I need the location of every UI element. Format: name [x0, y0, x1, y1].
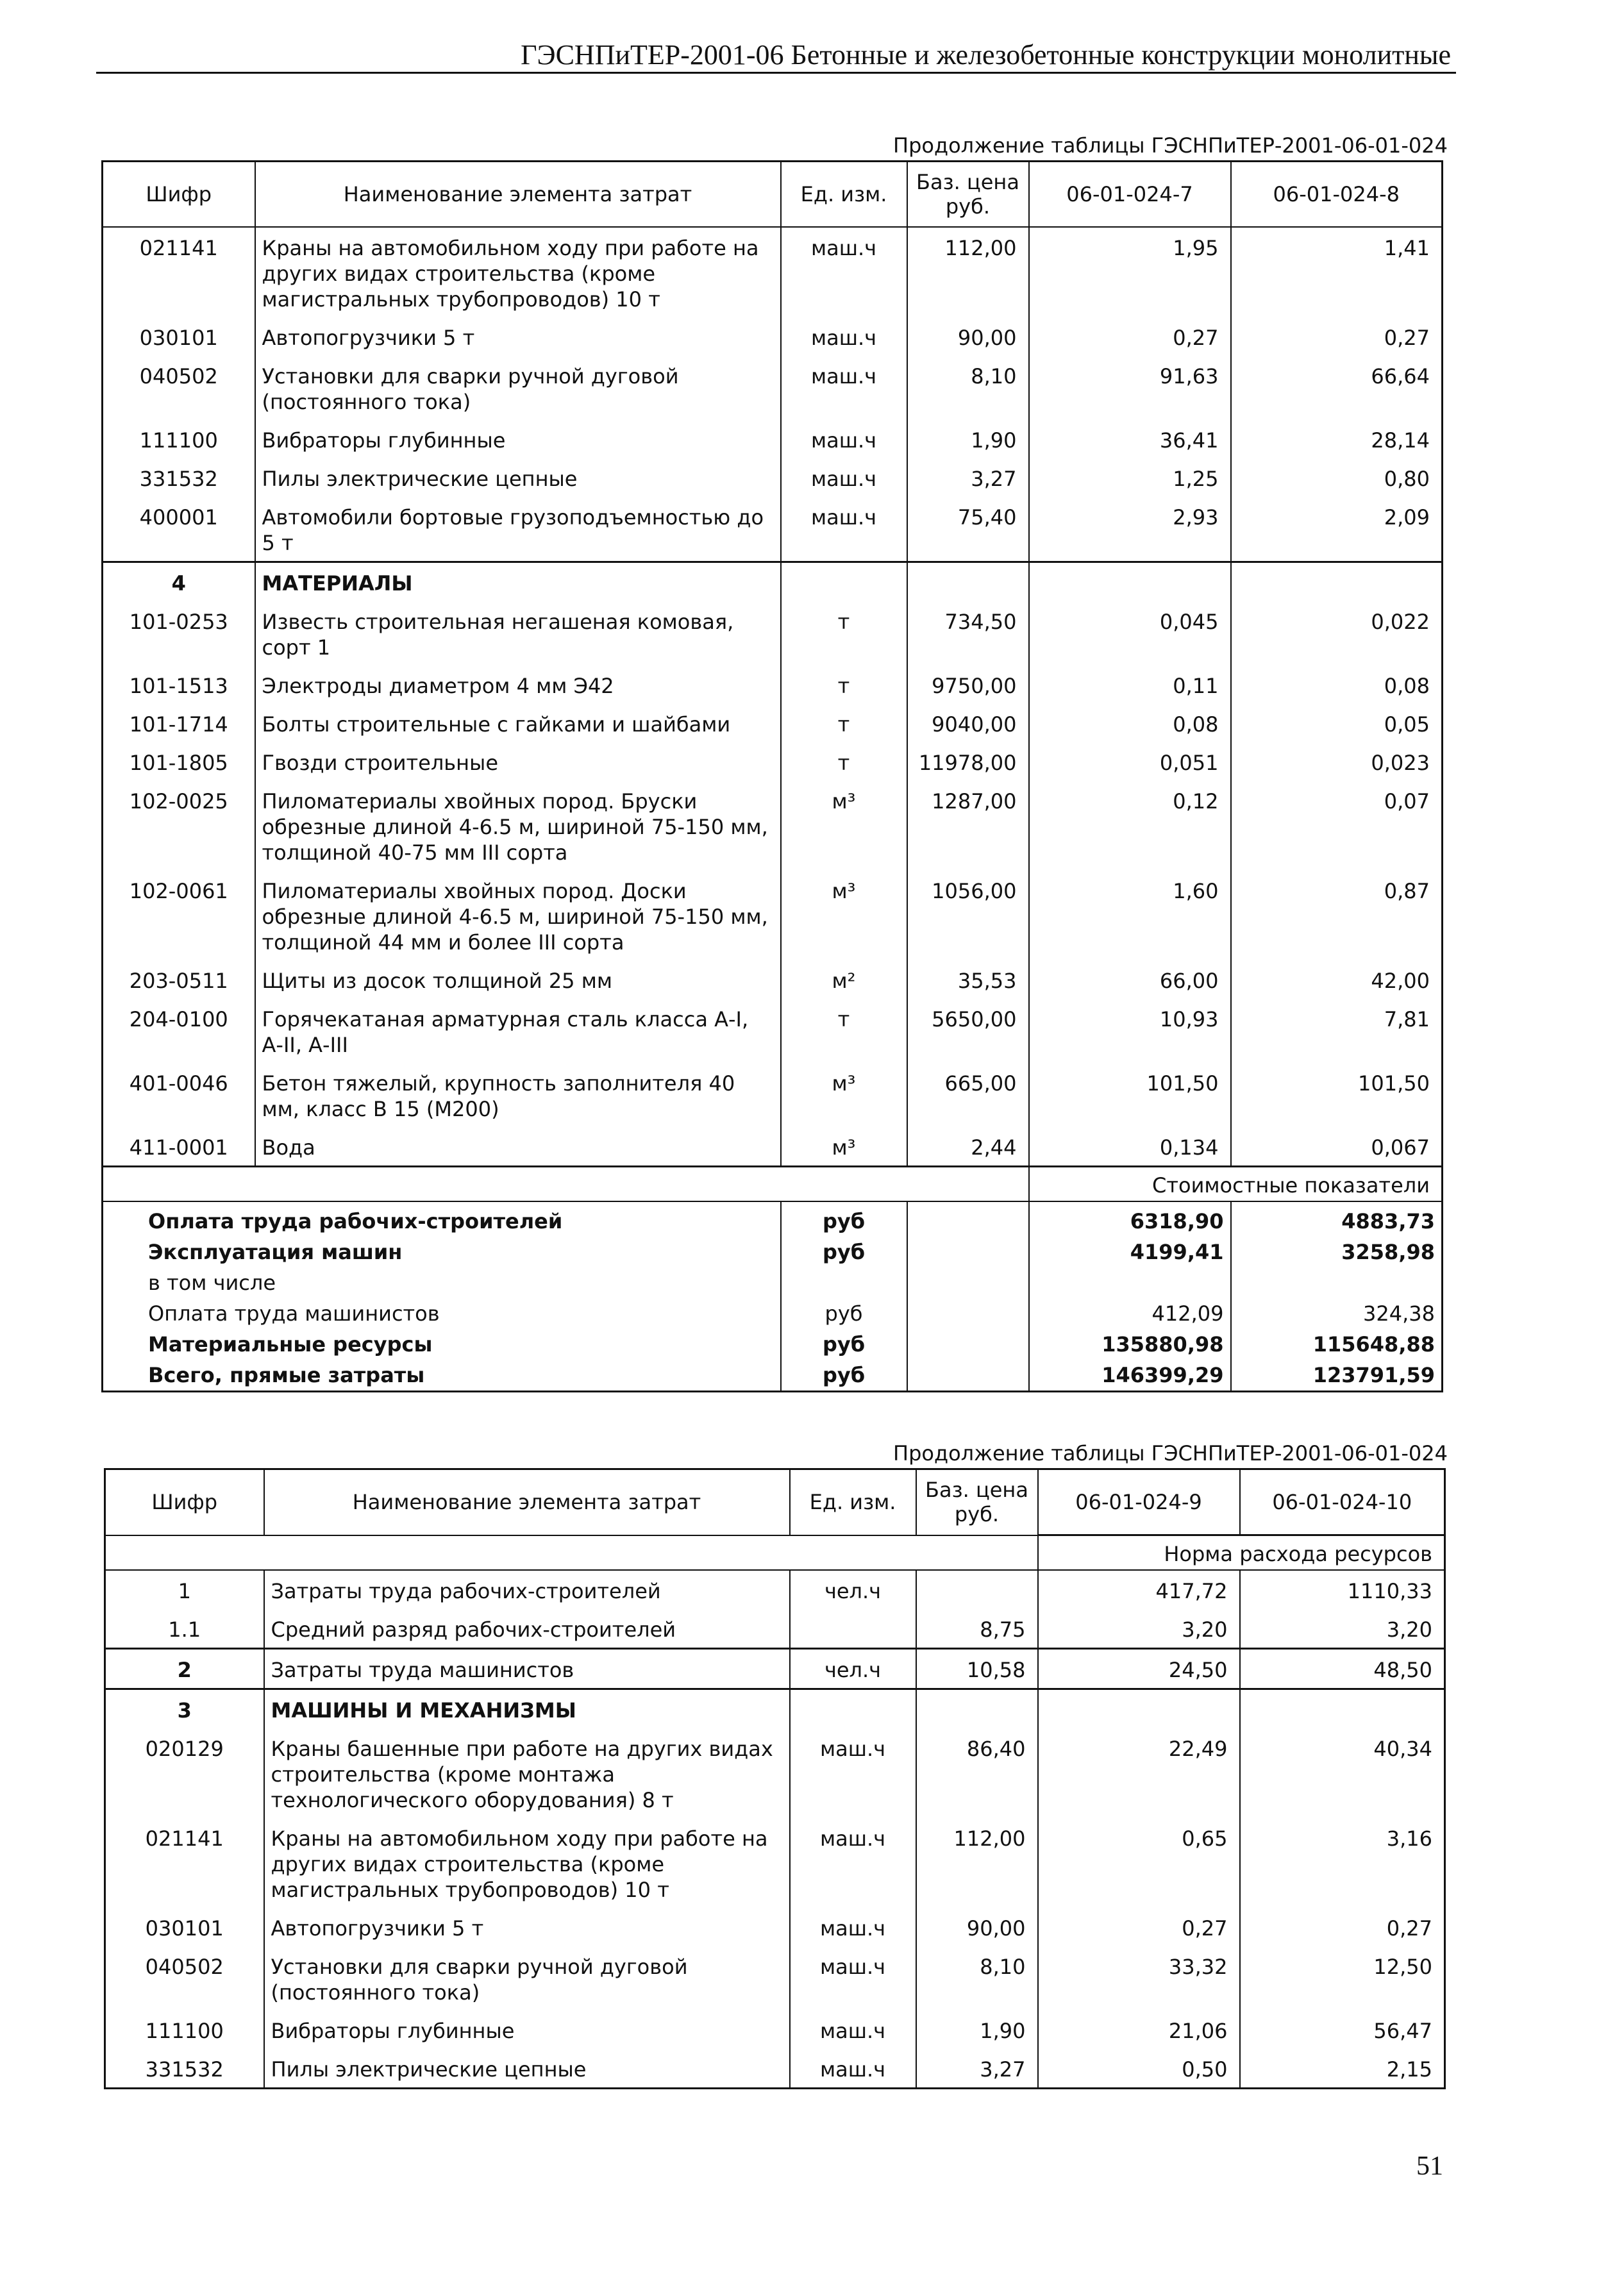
row-code: 021141	[139, 236, 218, 260]
table-row	[103, 601, 1443, 665]
row-code: 331532	[139, 467, 218, 491]
table1-summary	[103, 1167, 1443, 1202]
summary-value-2: 4883,73	[1231, 1201, 1443, 1237]
table1-caption: Продолжение таблицы ГЭСНПиТЕР-2001-06-01-024	[893, 133, 1448, 158]
row-name: Вибраторы глубинные	[255, 420, 781, 458]
row-value-2: 2,09	[1231, 497, 1443, 562]
table-row	[103, 420, 1443, 458]
summary-unit: руб	[781, 1201, 907, 1237]
row-unit: т	[781, 601, 907, 665]
row-value-1: 1,95	[1029, 227, 1231, 317]
table2-machines-section	[105, 1689, 1445, 1729]
row-value-1: 66,00	[1029, 960, 1231, 999]
summary-label: Оплата труда машинистов	[148, 1301, 440, 1326]
summary-unit	[781, 1267, 907, 1298]
row-code: 2	[105, 1649, 264, 1689]
row-code: 1.1	[168, 1617, 201, 1642]
row-value-2: 56,47	[1240, 2010, 1445, 2049]
section-title: МАШИНЫ И МЕХАНИЗМЫ	[264, 1689, 790, 1729]
table2	[104, 1468, 1446, 2089]
row-value-1: 1,60	[1029, 871, 1231, 960]
norm-band-label: Норма расхода ресурсов	[1038, 1535, 1445, 1571]
col-header-price: Баз. цена руб.	[916, 1469, 1038, 1535]
row-price: 734,50	[907, 601, 1029, 665]
summary-value-1: 135880,98	[1029, 1329, 1231, 1360]
row-value-1: 0,11	[1029, 665, 1231, 704]
table1	[101, 160, 1443, 1392]
table-row	[105, 1649, 1445, 1689]
row-price: 9040,00	[907, 704, 1029, 742]
row-value-2: 0,022	[1231, 601, 1443, 665]
row-price: 665,00	[907, 1063, 1029, 1127]
row-price: 35,53	[907, 960, 1029, 999]
row-price: 8,10	[916, 1946, 1038, 2010]
col-header-value-2: 06-01-024-8	[1231, 162, 1443, 228]
row-name: Установки для сварки ручной дуговой (постоянного тока)	[264, 1946, 790, 2010]
row-unit: маш.ч	[790, 1946, 916, 2010]
summary-unit: руб	[781, 1237, 907, 1267]
row-unit: маш.ч	[781, 317, 907, 356]
row-name: Затраты труда машинистов	[264, 1649, 790, 1689]
row-name: Краны на автомобильном ходу при работе на других видах строительства (кроме магистральных трубопроводов) 10 т	[255, 227, 781, 317]
row-value-2: 28,14	[1231, 420, 1443, 458]
section-title: МАТЕРИАЛЫ	[255, 562, 781, 602]
table-row	[103, 458, 1443, 497]
row-name: Средний разряд рабочих-строителей	[264, 1609, 790, 1649]
summary-unit: руб	[781, 1360, 907, 1392]
row-code: 101-0253	[129, 610, 228, 634]
row-value-1: 0,08	[1029, 704, 1231, 742]
table-row	[105, 1570, 1445, 1609]
table-row	[105, 1609, 1445, 1649]
row-value-1: 22,49	[1038, 1728, 1240, 1818]
row-value-1: 0,134	[1029, 1127, 1231, 1167]
row-code: 400001	[139, 505, 218, 530]
summary-label: Всего, прямые затраты	[148, 1363, 425, 1387]
row-value-2: 42,00	[1231, 960, 1443, 999]
table-row	[103, 781, 1443, 871]
row-code: 102-0061	[129, 879, 228, 903]
running-header: ГЭСНПиТЕР-2001-06 Бетонные и железобетонные конструкции монолитные	[521, 39, 1451, 71]
cost-band-label: Стоимостные показатели	[1029, 1167, 1443, 1202]
row-code: 111100	[145, 2019, 224, 2043]
row-value-2: 1,41	[1231, 227, 1443, 317]
row-code: 102-0025	[129, 789, 228, 814]
row-price: 86,40	[916, 1728, 1038, 1818]
row-name: Бетон тяжелый, крупность заполнителя 40 мм, класс В 15 (М200)	[255, 1063, 781, 1127]
table2-labor-rows	[105, 1570, 1445, 1649]
row-value-2: 12,50	[1240, 1946, 1445, 2010]
row-name: Известь строительная негашеная комовая, сорт 1	[255, 601, 781, 665]
table-row	[103, 317, 1443, 356]
row-name: Щиты из досок толщиной 25 мм	[255, 960, 781, 999]
row-value-1: 33,32	[1038, 1946, 1240, 2010]
row-price: 3,27	[916, 2049, 1038, 2089]
row-unit: м³	[781, 1063, 907, 1127]
row-value-1: 24,50	[1038, 1649, 1240, 1689]
row-price: 112,00	[916, 1818, 1038, 1908]
row-unit: т	[781, 704, 907, 742]
table2-machine-rows	[105, 1728, 1445, 2089]
summary-value-1: 6318,90	[1029, 1201, 1231, 1237]
row-unit: маш.ч	[790, 1818, 916, 1908]
table-row	[103, 1127, 1443, 1167]
summary-row	[103, 1329, 1443, 1360]
col-header-name: Наименование элемента затрат	[264, 1469, 790, 1535]
summary-label: Материальные ресурсы	[148, 1332, 433, 1357]
row-unit: маш.ч	[781, 458, 907, 497]
row-unit: маш.ч	[781, 227, 907, 317]
row-value-2: 101,50	[1231, 1063, 1443, 1127]
row-price: 112,00	[907, 227, 1029, 317]
row-unit: м³	[781, 871, 907, 960]
row-price: 8,75	[916, 1609, 1038, 1649]
table1-materials-section	[103, 562, 1443, 602]
row-name: Вода	[255, 1127, 781, 1167]
row-price: 1056,00	[907, 871, 1029, 960]
row-value-2: 0,05	[1231, 704, 1443, 742]
table-row	[103, 497, 1443, 562]
row-value-2: 48,50	[1240, 1649, 1445, 1689]
row-value-1: 21,06	[1038, 2010, 1240, 2049]
row-code: 040502	[145, 1955, 224, 1979]
row-code: 020129	[145, 1737, 224, 1761]
row-unit: маш.ч	[790, 1728, 916, 1818]
row-value-1: 0,65	[1038, 1818, 1240, 1908]
summary-value-1: 412,09	[1029, 1298, 1231, 1329]
summary-row	[103, 1237, 1443, 1267]
row-code: 040502	[139, 364, 218, 388]
summary-unit: руб	[781, 1298, 907, 1329]
row-code: 030101	[145, 1916, 224, 1941]
row-code: 111100	[139, 428, 218, 453]
table-row	[105, 1818, 1445, 1908]
row-price: 1,90	[916, 2010, 1038, 2049]
row-price: 10,58	[916, 1649, 1038, 1689]
section-code: 3	[105, 1689, 264, 1729]
row-value-1: 101,50	[1029, 1063, 1231, 1127]
table-row	[103, 227, 1443, 317]
row-value-2: 0,067	[1231, 1127, 1443, 1167]
header-rule	[96, 72, 1456, 74]
summary-label: Эксплуатация машин	[148, 1240, 403, 1264]
summary-value-1: 146399,29	[1029, 1360, 1231, 1392]
row-unit: т	[781, 999, 907, 1063]
row-value-1: 10,93	[1029, 999, 1231, 1063]
cost-band-row	[103, 1167, 1443, 1202]
row-value-2: 3,20	[1240, 1609, 1445, 1649]
row-name: Пиломатериалы хвойных пород. Доски обрезные длиной 4-6.5 м, шириной 75-150 мм, толщиной 44 мм и более III сорта	[255, 871, 781, 960]
row-unit	[790, 1609, 916, 1649]
table-row	[103, 665, 1443, 704]
col-header-code: Шифр	[105, 1469, 264, 1535]
row-value-2: 40,34	[1240, 1728, 1445, 1818]
row-code: 204-0100	[129, 1007, 228, 1032]
row-name: Электроды диаметром 4 мм Э42	[255, 665, 781, 704]
row-code: 331532	[145, 2057, 224, 2082]
row-value-1: 3,20	[1038, 1609, 1240, 1649]
table-row	[105, 2010, 1445, 2049]
summary-row	[103, 1360, 1443, 1392]
row-value-1: 0,27	[1038, 1908, 1240, 1946]
row-value-2: 0,87	[1231, 871, 1443, 960]
row-name: Пилы электрические цепные	[264, 2049, 790, 2089]
row-value-1: 36,41	[1029, 420, 1231, 458]
summary-row	[103, 1201, 1443, 1237]
row-price: 3,27	[907, 458, 1029, 497]
row-name: Вибраторы глубинные	[264, 2010, 790, 2049]
summary-value-2: 324,38	[1231, 1298, 1443, 1329]
table-row	[103, 960, 1443, 999]
table2-operator	[105, 1649, 1445, 1689]
row-price: 5650,00	[907, 999, 1029, 1063]
row-code: 411-0001	[129, 1135, 228, 1160]
row-value-2: 0,07	[1231, 781, 1443, 871]
col-header-name: Наименование элемента затрат	[255, 162, 781, 228]
row-name: Пиломатериалы хвойных пород. Бруски обрезные длиной 4-6.5 м, шириной 75-150 мм, толщиной 40-75 мм III сорта	[255, 781, 781, 871]
row-price: 11978,00	[907, 742, 1029, 781]
row-value-2: 0,80	[1231, 458, 1443, 497]
row-value-2: 0,023	[1231, 742, 1443, 781]
row-unit: чел.ч	[790, 1649, 916, 1689]
row-name: Пилы электрические цепные	[255, 458, 781, 497]
table1-machine-rows	[103, 227, 1443, 562]
row-unit: маш.ч	[781, 356, 907, 420]
col-header-unit: Ед. изм.	[781, 162, 907, 228]
summary-value-2: 3258,98	[1231, 1237, 1443, 1267]
row-value-1: 0,50	[1038, 2049, 1240, 2089]
row-value-2: 0,27	[1231, 317, 1443, 356]
col-header-value-1: 06-01-024-7	[1029, 162, 1231, 228]
row-unit: т	[781, 742, 907, 781]
row-value-1: 0,051	[1029, 742, 1231, 781]
summary-row	[103, 1298, 1443, 1329]
row-code: 1	[178, 1579, 191, 1603]
col-header-unit: Ед. изм.	[790, 1469, 916, 1535]
row-unit: м²	[781, 960, 907, 999]
row-unit: м³	[781, 1127, 907, 1167]
col-header-value-2: 06-01-024-10	[1240, 1469, 1445, 1535]
col-header-value-1: 06-01-024-9	[1038, 1469, 1240, 1535]
section-row	[103, 562, 1443, 602]
table-row	[105, 2049, 1445, 2089]
row-unit: маш.ч	[781, 497, 907, 562]
row-price: 75,40	[907, 497, 1029, 562]
section-row	[105, 1689, 1445, 1729]
row-name: Краны на автомобильном ходу при работе на других видах строительства (кроме магистральных трубопроводов) 10 т	[264, 1818, 790, 1908]
row-unit: маш.ч	[781, 420, 907, 458]
page-number: 51	[1416, 2151, 1443, 2181]
summary-unit: руб	[781, 1329, 907, 1360]
row-code: 101-1805	[129, 751, 228, 775]
row-name: Установки для сварки ручной дуговой (постоянного тока)	[255, 356, 781, 420]
row-value-2: 1110,33	[1240, 1570, 1445, 1609]
table2-caption: Продолжение таблицы ГЭСНПиТЕР-2001-06-01-024	[893, 1441, 1448, 1466]
row-unit: чел.ч	[790, 1570, 916, 1609]
row-price: 90,00	[916, 1908, 1038, 1946]
row-name: Болты строительные с гайками и шайбами	[255, 704, 781, 742]
row-name: Автопогрузчики 5 т	[255, 317, 781, 356]
row-value-2: 0,27	[1240, 1908, 1445, 1946]
table-row	[103, 742, 1443, 781]
row-value-2: 3,16	[1240, 1818, 1445, 1908]
summary-label: Оплата труда рабочих-строителей	[148, 1209, 563, 1233]
row-price: 90,00	[907, 317, 1029, 356]
norm-band-row	[105, 1535, 1445, 1571]
table1-summary-rows	[103, 1201, 1443, 1392]
row-price: 2,44	[907, 1127, 1029, 1167]
summary-value-2	[1231, 1267, 1443, 1298]
row-name: Автопогрузчики 5 т	[264, 1908, 790, 1946]
row-value-1: 0,27	[1029, 317, 1231, 356]
row-value-1: 91,63	[1029, 356, 1231, 420]
row-price: 1,90	[907, 420, 1029, 458]
summary-value-2: 123791,59	[1231, 1360, 1443, 1392]
row-value-1: 1,25	[1029, 458, 1231, 497]
row-name: Краны башенные при работе на других видах строительства (кроме монтажа технологического оборудования) 8 т	[264, 1728, 790, 1818]
row-unit: маш.ч	[790, 2010, 916, 2049]
row-code: 203-0511	[129, 969, 228, 993]
table-row	[103, 999, 1443, 1063]
table2-header-row	[105, 1469, 1445, 1535]
row-unit: маш.ч	[790, 1908, 916, 1946]
table-row	[105, 1908, 1445, 1946]
row-name: Затраты труда рабочих-строителей	[264, 1570, 790, 1609]
section-code: 4	[103, 562, 255, 602]
row-value-2: 66,64	[1231, 356, 1443, 420]
col-header-code: Шифр	[103, 162, 255, 228]
row-code: 101-1513	[129, 674, 228, 698]
row-unit: т	[781, 665, 907, 704]
table1-header-row	[103, 162, 1443, 228]
table2-norm-band	[105, 1535, 1445, 1571]
col-header-price: Баз. цена руб.	[907, 162, 1029, 228]
row-name: Автомобили бортовые грузоподъемностью до 5 т	[255, 497, 781, 562]
row-unit: м³	[781, 781, 907, 871]
summary-value-2: 115648,88	[1231, 1329, 1443, 1360]
table1-material-rows	[103, 601, 1443, 1167]
summary-value-1: 4199,41	[1029, 1237, 1231, 1267]
row-value-1: 0,12	[1029, 781, 1231, 871]
row-price	[916, 1570, 1038, 1609]
row-price: 8,10	[907, 356, 1029, 420]
row-price: 9750,00	[907, 665, 1029, 704]
row-value-2: 7,81	[1231, 999, 1443, 1063]
row-code: 021141	[145, 1826, 224, 1851]
table-row	[103, 871, 1443, 960]
table-row	[103, 1063, 1443, 1127]
row-code: 101-1714	[129, 712, 228, 737]
row-name: Гвозди строительные	[255, 742, 781, 781]
table-row	[103, 704, 1443, 742]
row-name: Горячекатаная арматурная сталь класса А-I, А-II, А-III	[255, 999, 781, 1063]
row-unit: маш.ч	[790, 2049, 916, 2089]
row-value-2: 0,08	[1231, 665, 1443, 704]
row-code: 401-0046	[129, 1071, 228, 1096]
row-value-2: 2,15	[1240, 2049, 1445, 2089]
summary-row	[103, 1267, 1443, 1298]
row-value-1: 0,045	[1029, 601, 1231, 665]
table-row	[103, 356, 1443, 420]
row-price: 1287,00	[907, 781, 1029, 871]
row-code: 030101	[139, 326, 218, 350]
table-row	[105, 1728, 1445, 1818]
table-row	[105, 1946, 1445, 2010]
summary-label: в том числе	[148, 1271, 276, 1295]
row-value-1: 417,72	[1038, 1570, 1240, 1609]
row-value-1: 2,93	[1029, 497, 1231, 562]
summary-value-1	[1029, 1267, 1231, 1298]
